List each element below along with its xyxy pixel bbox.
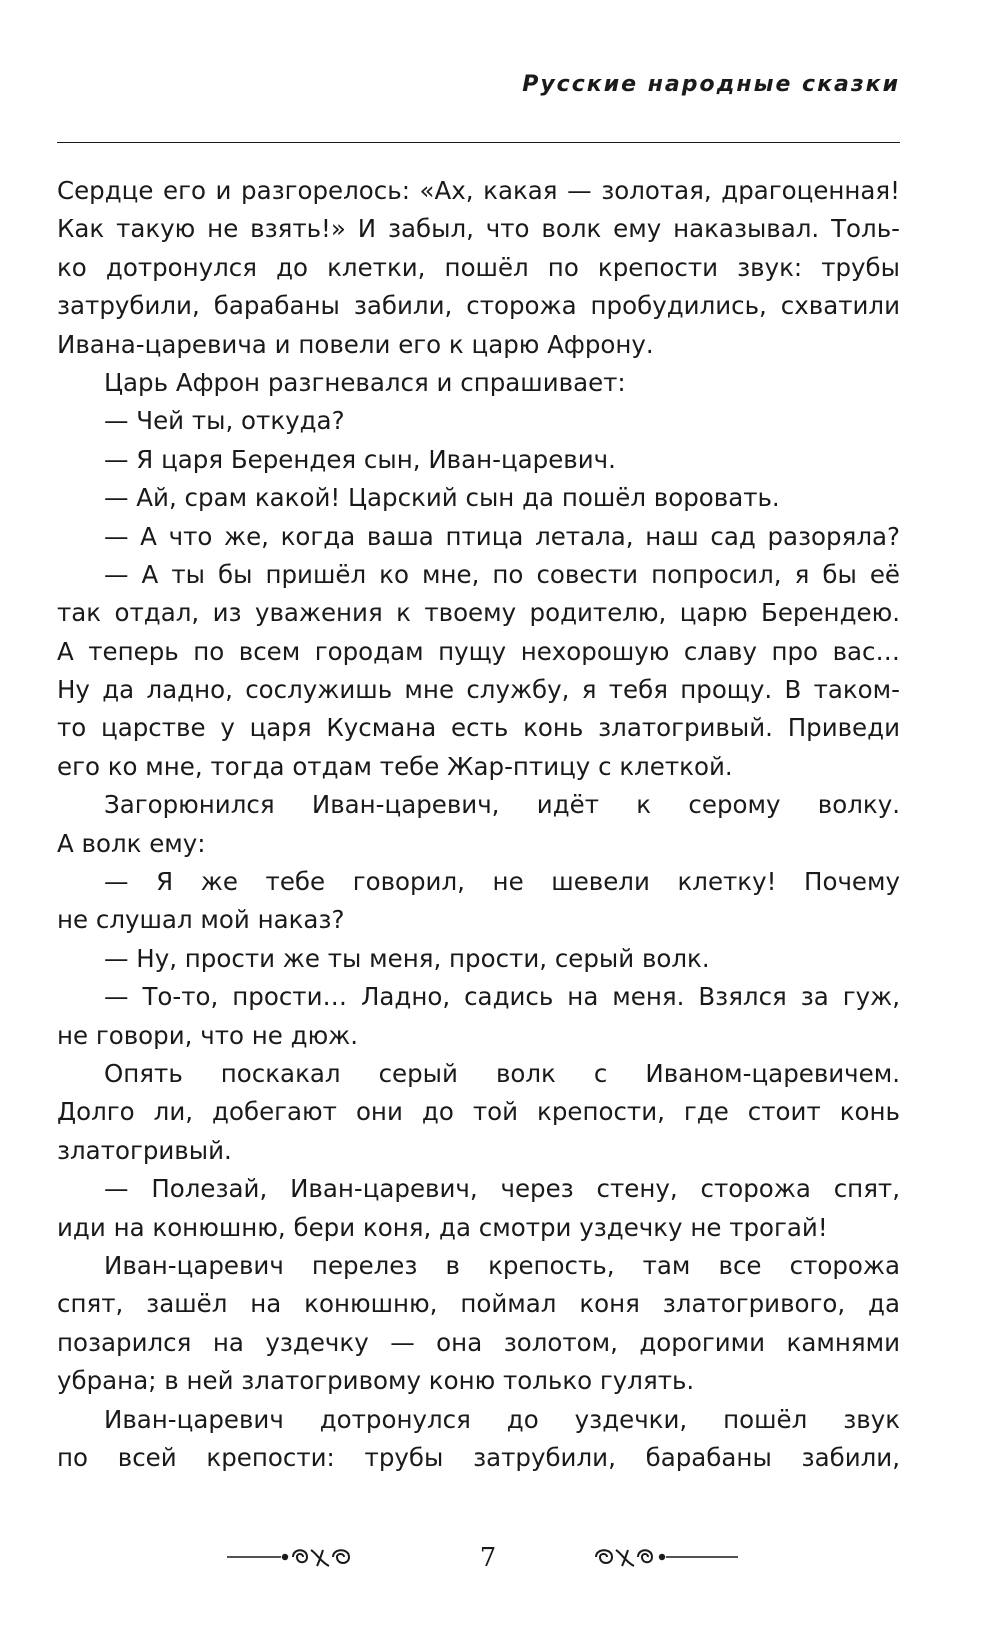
text-line: — Полезай, Иван-царевич, через стену, сторожа спят, bbox=[104, 1174, 900, 1204]
text-line: затрубили, барабаны забили, сторожа пробудились, схватили bbox=[57, 291, 900, 321]
text-line: Долго ли, добегают они до той крепости, где стоит конь bbox=[57, 1097, 900, 1127]
text-line: спят, зашёл на конюшню, поймал коня златогривого, да bbox=[57, 1289, 900, 1319]
story-text bbox=[57, 172, 900, 1477]
text-line: Царь Афрон разгневался и спрашивает: bbox=[104, 367, 626, 397]
text-line: — А что же, когда ваша птица летала, наш сад разоряла? bbox=[104, 521, 900, 551]
text-line: не говори, что не дюж. bbox=[57, 1020, 359, 1050]
text-line: по всей крепости: трубы затрубили, барабаны забили, bbox=[57, 1442, 900, 1472]
text-line: — Чей ты, откуда? bbox=[104, 406, 345, 436]
text-line: Сердце его и разгорелось: «Ах, какая — золотая, драгоценная! bbox=[57, 176, 900, 205]
text-line: так отдал, из уважения к твоему родителю, царю Берендею. bbox=[57, 598, 900, 628]
text-line: убрана; в ней златогривому коню только гулять. bbox=[57, 1366, 695, 1396]
running-title: Русские народные сказки bbox=[522, 72, 900, 97]
text-line: Ну да ладно, сослужишь мне службу, я тебя прощу. В таком- bbox=[57, 675, 900, 705]
text-line: его ко мне, тогда отдам тебе Жар-птицу с клеткой. bbox=[57, 751, 733, 781]
text-line: Загорюнился Иван-царевич, идёт к серому волку. bbox=[104, 790, 900, 820]
text-line: Ивана-царевича и повели его к царю Афрону. bbox=[57, 329, 654, 359]
text-line: — Я же тебе говорил, не шевели клетку! Почему bbox=[104, 867, 900, 897]
right-ornament-icon bbox=[588, 1540, 748, 1574]
text-line: Иван-царевич перелез в крепость, там все сторожа bbox=[104, 1250, 900, 1280]
text-line: — А ты бы пришёл ко мне, по совести попросил, я бы её bbox=[104, 559, 900, 589]
page-number: 7 bbox=[479, 1543, 497, 1573]
text-line: ко дотронулся до клетки, пошёл по крепости звук: трубы bbox=[57, 252, 900, 282]
text-line: Иван-царевич дотронулся до уздечки, пошёл звук bbox=[104, 1404, 900, 1434]
text-line: Опять поскакал серый волк с Иваном-царевичем. bbox=[104, 1058, 900, 1088]
page-footer bbox=[0, 1538, 1000, 1578]
text-line: — То-то, прости… Ладно, садись на меня. Взялся за гуж, bbox=[104, 982, 900, 1012]
text-line: — Ай, срам какой! Царский сын да пошёл воровать. bbox=[104, 483, 780, 513]
text-line: иди на конюшню, бери коня, да смотри уздечку не трогай! bbox=[57, 1212, 828, 1242]
text-line: — Ну, прости же ты меня, прости, серый волк. bbox=[104, 943, 710, 973]
text-line: — Я царя Берендея сын, Иван-царевич. bbox=[104, 444, 616, 474]
text-line: Как такую не взять!» И забыл, что волк ему наказывал. Толь- bbox=[57, 214, 900, 244]
text-line: А теперь по всем городам пущу нехорошую славу про вас… bbox=[57, 636, 900, 666]
header-rule bbox=[57, 142, 900, 143]
text-line: не слушал мой наказ? bbox=[57, 905, 345, 935]
text-line: златогривый. bbox=[57, 1135, 232, 1165]
left-ornament-icon bbox=[225, 1540, 385, 1574]
text-line: А волк ему: bbox=[57, 828, 206, 858]
text-line: то царстве у царя Кусмана есть конь златогривый. Приведи bbox=[57, 713, 900, 743]
text-line: позарился на уздечку — она золотом, дорогими камнями bbox=[57, 1327, 900, 1357]
